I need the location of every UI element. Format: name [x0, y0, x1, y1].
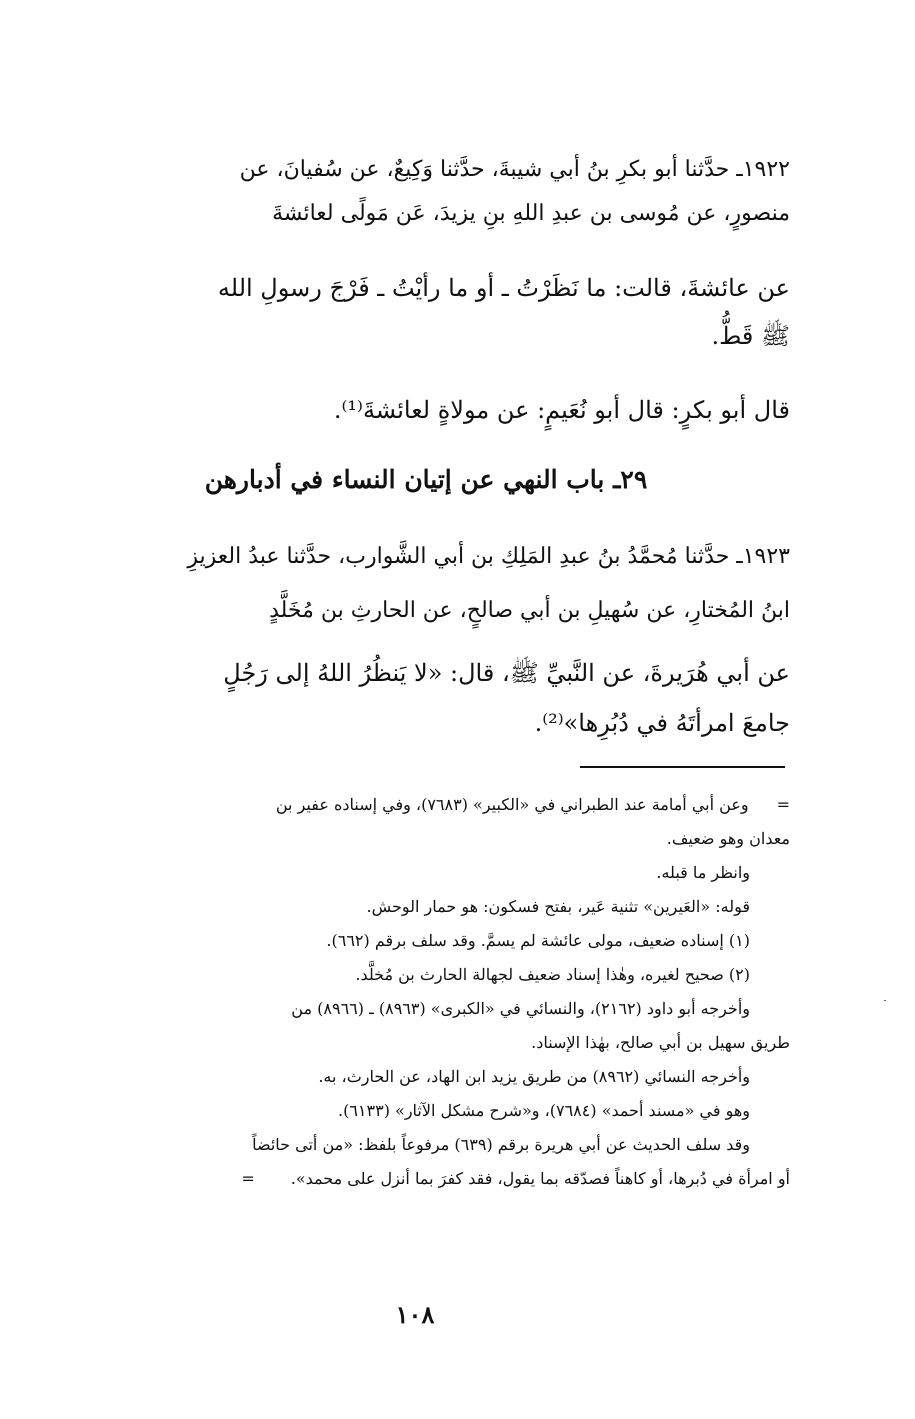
hadith-1922-note	[62, 386, 790, 434]
text-line: عن عائشةَ، قالت: ما نَظَرْتُ ـ أو ما رأيْتُ ـ فَرْجَ رسولِ الله	[217, 274, 790, 302]
text-line: جامعَ امرأتَهُ في دُبُرِها»⁽²⁾.	[534, 709, 790, 737]
continuation-marker: =	[241, 1169, 255, 1188]
hadith-1923-isnad	[62, 530, 790, 638]
footnote-line: وقد سلف الحديث عن أبي هريرة برقم (٦٣٩) مرفوعاً بلفظ: «من أتى حائضاً	[252, 1135, 750, 1154]
footnote-line: وأخرجه أبو داود (٢١٦٢)، والنسائي في «الكبرى» (٨٩٦٣) ـ (٨٩٦٦) من	[291, 999, 750, 1018]
footnote-divider	[580, 766, 785, 768]
hadith-1922-isnad	[62, 148, 790, 236]
text-line: ابنُ المُختارِ، عن سُهيلِ بن أبي صالحٍ، عن الحارثِ بن مُخَلَّدٍ	[269, 598, 790, 623]
footnote-line: أو امرأة في دُبرها، أو كاهناً فصدّقه بما يقول، فقد كفرَ بما أنزل على محمد».=	[62, 1162, 790, 1196]
text-line: ١٩٢٣ـ حدَّثنا مُحمَّدُ بنُ عبدِ المَلِكِ بن أبي الشَّوارب، حدَّثنا عبدُ العزيزِ	[187, 544, 790, 569]
continuation-marker: =	[776, 795, 790, 814]
page-number: ١٠٨	[395, 1300, 435, 1329]
footnote-line: =وعن أبي أمامة عند الطبراني في «الكبير» (٧٦٨٣)، وفي إسناده عفير بن	[62, 788, 790, 822]
hadith-1922-matn	[62, 264, 790, 360]
footnotes	[62, 788, 790, 1196]
footnote-line: طريق سهيل بن أبي صالح، بهٰذا الإسناد.	[531, 1033, 790, 1052]
text-line: قال أبو بكرٍ: قال أبو نُعَيمٍ: عن مولاةٍ لعائشةَ⁽¹⁾.	[333, 396, 790, 424]
footnote-line: وهو في «مسند أحمد» (٧٦٨٤)، و«شرح مشكل الآثار» (٦١٣٣).	[338, 1101, 750, 1120]
footnote-line: (٢) صحيح لغيره، وهٰذا إسناد ضعيف لجهالة الحارث بن مُخلَّد.	[355, 965, 750, 984]
text-line: منصورٍ، عن مُوسى بن عبدِ اللهِ بنِ يزيدَ، عَن مَولًى لعائشةَ	[272, 201, 790, 226]
text-line: ١٩٢٢ـ حدَّثنا أبو بكرِ بنُ أبي شيبةَ، حدَّثنا وَكِيعٌ، عن سُفيانَ، عن	[239, 157, 790, 182]
footnote-line: معدان وهو ضعيف.	[666, 829, 790, 848]
margin-mark	[884, 1000, 886, 1001]
text-line: ﷺ قَطُّ.	[711, 322, 790, 350]
text-line: عن أبي هُرَيرةَ، عن النَّبيِّ ﷺ، قال: «لا يَنظُرُ اللهُ إلى رَجُلٍ	[223, 659, 790, 687]
footnote-line: قوله: «العَيرين» تثنية عَير، بفتح فسكون: هو حمار الوحش.	[366, 897, 750, 916]
chapter-title: ٢٩ـ باب النهي عن إتيان النساء في أدبارهن	[204, 465, 648, 494]
footnote-line: وانظر ما قبله.	[656, 863, 750, 882]
footnote-line: (١) إسناده ضعيف، مولى عائشة لم يسمَّ. وقد سلف برقم (٦٦٢).	[326, 931, 750, 950]
footnote-line: وأخرجه النسائي (٨٩٦٢) من طريق يزيد ابن الهاد، عن الحارث، به.	[318, 1067, 750, 1086]
hadith-1923-matn	[62, 648, 790, 748]
